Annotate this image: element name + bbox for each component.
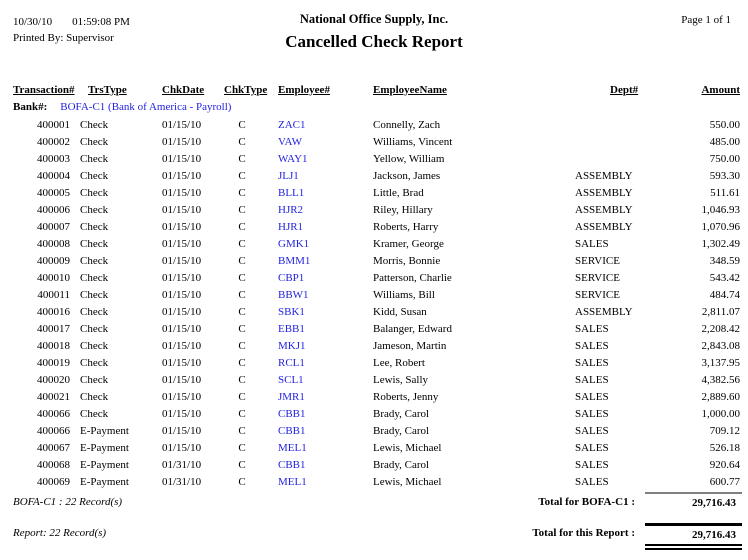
cell-employee-name: Connelly, Zach	[373, 118, 441, 131]
cell-transaction: 400068	[37, 458, 70, 471]
cell-amount: 709.12	[709, 424, 740, 437]
table-row	[0, 286, 748, 303]
cell-employee-name: Riley, Hillary	[373, 203, 433, 216]
cell-employee-name: Williams, Bill	[373, 288, 435, 301]
cell-employee-name: Lee, Robert	[373, 356, 425, 369]
col-header-chktype: ChkType	[224, 84, 268, 96]
report-header	[0, 0, 748, 78]
cell-employee-name: Roberts, Harry	[373, 220, 439, 233]
table-row	[0, 184, 748, 201]
cell-chktype: C	[238, 407, 246, 420]
cell-chkdate: 01/15/10	[162, 118, 202, 131]
cell-amount: 1,302.49	[701, 237, 740, 250]
cell-dept: ASSEMBLY	[575, 186, 633, 199]
table-row	[0, 167, 748, 184]
cell-amount: 593.30	[709, 169, 740, 182]
cell-dept: SERVICE	[575, 254, 620, 267]
cell-trstype: Check	[80, 288, 109, 301]
table-row	[0, 201, 748, 218]
cell-chkdate: 01/15/10	[162, 254, 202, 267]
cell-dept: SERVICE	[575, 288, 620, 301]
cell-amount: 2,208.42	[701, 322, 740, 335]
cell-employee-link[interactable]: WAY1	[278, 152, 308, 165]
cell-trstype: Check	[80, 203, 109, 216]
cell-chkdate: 01/15/10	[162, 237, 202, 250]
cell-dept: ASSEMBLY	[575, 203, 633, 216]
cell-chkdate: 01/15/10	[162, 441, 202, 454]
col-header-employee-name: EmployeeName	[373, 84, 447, 96]
table-row	[0, 269, 748, 286]
cell-chktype: C	[238, 288, 246, 301]
cell-chktype: C	[238, 169, 246, 182]
cell-trstype: Check	[80, 373, 109, 386]
cell-transaction: 400016	[37, 305, 70, 318]
cell-employee-name: Jackson, James	[373, 169, 441, 182]
cell-employee-name: Brady, Carol	[373, 407, 430, 420]
cell-transaction: 400001	[37, 118, 70, 131]
table-row	[0, 320, 748, 337]
table-row	[0, 388, 748, 405]
cell-employee-link[interactable]: CBB1	[278, 407, 306, 420]
page-title: Cancelled Check Report	[285, 32, 463, 51]
cell-dept: SERVICE	[575, 271, 620, 284]
cell-dept: ASSEMBLY	[575, 220, 633, 233]
cell-amount: 485.00	[709, 135, 740, 148]
cell-amount: 4,382.56	[701, 373, 740, 386]
cell-employee-name: Lewis, Michael	[373, 475, 442, 488]
col-header-trstype: TrsType	[88, 84, 127, 96]
report-summary-row	[0, 523, 748, 550]
cell-chktype: C	[238, 271, 246, 284]
cell-chktype: C	[238, 322, 246, 335]
table-row	[0, 473, 748, 490]
cell-employee-name: Lewis, Michael	[373, 441, 442, 454]
cell-trstype: Check	[80, 186, 109, 199]
cell-chkdate: 01/15/10	[162, 186, 202, 199]
table-row	[0, 439, 748, 456]
cell-amount: 1,000.00	[701, 407, 740, 420]
cell-transaction: 400008	[37, 237, 70, 250]
cell-transaction: 400007	[37, 220, 70, 233]
cell-dept	[543, 116, 673, 133]
table-row	[0, 116, 748, 133]
cell-chkdate: 01/15/10	[162, 203, 202, 216]
cell-dept: SALES	[575, 441, 609, 454]
cell-amount: 348.59	[709, 254, 740, 267]
cell-trstype: Check	[80, 135, 109, 148]
cell-amount: 1,046.93	[701, 203, 740, 216]
cell-employee-name: Brady, Carol	[373, 458, 430, 471]
cell-trstype: Check	[80, 254, 109, 267]
cell-trstype: Check	[80, 220, 109, 233]
table-row	[0, 235, 748, 252]
cell-chktype: C	[238, 424, 246, 437]
cell-dept: SALES	[575, 458, 609, 471]
cell-trstype: Check	[80, 322, 109, 335]
cell-dept: SALES	[575, 424, 609, 437]
cell-chkdate: 01/15/10	[162, 169, 202, 182]
cell-chktype: C	[238, 152, 246, 165]
cell-chkdate: 01/31/10	[162, 458, 202, 471]
table-row	[0, 150, 748, 167]
cell-trstype: Check	[80, 152, 109, 165]
cell-chkdate: 01/15/10	[162, 390, 202, 403]
cell-amount: 3,137.95	[701, 356, 740, 369]
bank-total-amount: 29,716.43	[645, 492, 742, 509]
report-record-count: Report: 22 Record(s)	[13, 527, 107, 539]
title-block	[0, 12, 748, 54]
table-row	[0, 422, 748, 439]
col-header-chkdate: ChkDate	[162, 84, 205, 96]
table-row	[0, 303, 748, 320]
cell-trstype: Check	[80, 407, 109, 420]
cell-chktype: C	[238, 475, 246, 488]
table-row	[0, 133, 748, 150]
cell-dept: SALES	[575, 475, 609, 488]
cell-trstype: E-Payment	[80, 441, 129, 454]
cell-employee-link[interactable]: JMR1	[278, 390, 305, 403]
cell-employee-name: Jameson, Martin	[373, 339, 447, 352]
cell-transaction: 400067	[37, 441, 70, 454]
cell-chkdate: 01/15/10	[162, 373, 202, 386]
cell-employee-link[interactable]: HJR2	[278, 203, 304, 216]
cell-employee-link[interactable]: MEL1	[278, 441, 307, 454]
cell-dept: SALES	[575, 407, 609, 420]
cell-dept: SALES	[575, 322, 609, 335]
cell-chktype: C	[238, 305, 246, 318]
cell-employee-name: Brady, Carol	[373, 424, 430, 437]
cell-employee-link[interactable]: BLL1	[278, 186, 305, 199]
cell-chkdate: 01/15/10	[162, 271, 202, 284]
report-total-group	[532, 523, 742, 550]
cell-amount: 543.42	[709, 271, 740, 284]
cell-chktype: C	[238, 220, 246, 233]
printed-by-value: Supervisor	[66, 32, 114, 44]
cell-employee-link[interactable]: BMM1	[278, 254, 311, 267]
company-name: National Office Supply, Inc.	[299, 12, 449, 26]
cell-employee-link[interactable]: MEL1	[278, 475, 307, 488]
bank-summary-row	[0, 492, 748, 509]
cell-employee-name: Kidd, Susan	[373, 305, 427, 318]
report-table	[0, 78, 748, 490]
cell-chktype: C	[238, 118, 246, 131]
cell-dept: SALES	[575, 339, 609, 352]
cell-dept: SALES	[575, 356, 609, 369]
report-total-label: Total for this Report :	[532, 527, 635, 539]
cell-trstype: Check	[80, 271, 109, 284]
cell-transaction: 400020	[37, 373, 70, 386]
cell-employee-link[interactable]: GMK1	[278, 237, 310, 250]
cell-chkdate: 01/15/10	[162, 339, 202, 352]
cell-transaction: 400002	[37, 135, 70, 148]
cell-chkdate: 01/15/10	[162, 220, 202, 233]
bank-total-group	[538, 492, 742, 509]
cell-trstype: Check	[80, 118, 109, 131]
cell-amount: 550.00	[709, 118, 740, 131]
cell-trstype: Check	[80, 339, 109, 352]
cell-transaction: 400006	[37, 203, 70, 216]
cell-transaction: 400018	[37, 339, 70, 352]
table-row	[0, 252, 748, 269]
table-row	[0, 354, 748, 371]
cell-employee-link[interactable]: CBP1	[278, 271, 305, 284]
column-header-row	[0, 78, 748, 98]
cell-employee-link[interactable]: HJR1	[278, 220, 304, 233]
cell-chkdate: 01/15/10	[162, 288, 202, 301]
cell-employee-link[interactable]: CBB1	[278, 458, 306, 471]
cell-chktype: C	[238, 237, 246, 250]
cell-transaction: 400005	[37, 186, 70, 199]
cell-employee-name: Little, Brad	[373, 186, 424, 199]
cell-amount: 920.64	[709, 458, 740, 471]
cell-trstype: Check	[80, 390, 109, 403]
cell-chkdate: 01/15/10	[162, 135, 202, 148]
cell-employee-name: Kramer, George	[373, 237, 444, 250]
cell-transaction: 400069	[37, 475, 70, 488]
page-number: Page 1 of 1	[681, 14, 731, 26]
cell-employee-link[interactable]: EBB1	[278, 322, 305, 335]
cell-dept: ASSEMBLY	[575, 169, 633, 182]
cell-chktype: C	[238, 441, 246, 454]
print-time: 01:59:08 PM	[72, 16, 130, 28]
cell-transaction: 400017	[37, 322, 70, 335]
cell-transaction: 400021	[37, 390, 70, 403]
cell-employee-link[interactable]: SCL1	[278, 373, 304, 386]
cell-chkdate: 01/15/10	[162, 322, 202, 335]
cell-amount: 600.77	[709, 475, 740, 488]
cell-amount: 484.74	[709, 288, 740, 301]
cell-chkdate: 01/15/10	[162, 305, 202, 318]
cell-transaction: 400004	[37, 169, 70, 182]
cell-employee-link[interactable]: RCL1	[278, 356, 305, 369]
cell-amount: 750.00	[709, 152, 740, 165]
bank-link[interactable]: BOFA-C1 (Bank of America - Payroll)	[60, 101, 232, 113]
cell-employee-name: Balanger, Edward	[373, 322, 452, 335]
cell-employee-name: Williams, Vincent	[373, 135, 453, 148]
cell-chkdate: 01/15/10	[162, 152, 202, 165]
cell-employee-name: Yellow, William	[373, 152, 445, 165]
cell-transaction: 400011	[37, 288, 70, 301]
cell-employee-link[interactable]: CBB1	[278, 424, 306, 437]
cell-chkdate: 01/15/10	[162, 407, 202, 420]
bank-record-count: BOFA-C1 : 22 Record(s)	[13, 496, 123, 508]
cell-transaction: 400009	[37, 254, 70, 267]
cell-chktype: C	[238, 390, 246, 403]
cell-amount: 2,843.08	[701, 339, 740, 352]
cell-amount: 2,889.60	[701, 390, 740, 403]
cell-chkdate: 01/15/10	[162, 424, 202, 437]
cell-employee-link[interactable]: SBK1	[278, 305, 305, 318]
printed-by-label: Printed By:	[13, 32, 64, 44]
cell-dept	[543, 150, 673, 167]
cell-chktype: C	[238, 186, 246, 199]
cell-chktype: C	[238, 458, 246, 471]
cell-amount: 526.18	[709, 441, 740, 454]
col-header-dept: Dept#	[610, 84, 639, 96]
cell-amount: 2,811.07	[701, 305, 740, 318]
cell-employee-link[interactable]: ZAC1	[278, 118, 306, 131]
cell-trstype: E-Payment	[80, 475, 129, 488]
cell-trstype: Check	[80, 169, 109, 182]
cell-employee-name: Patterson, Charlie	[373, 271, 452, 284]
cell-chktype: C	[238, 254, 246, 267]
cell-transaction: 400019	[37, 356, 70, 369]
cell-dept: SALES	[575, 390, 609, 403]
col-header-transaction: Transaction#	[13, 84, 75, 96]
table-row	[0, 405, 748, 422]
cell-transaction: 400066	[37, 407, 70, 420]
print-date: 10/30/10	[13, 16, 53, 28]
cell-employee-link[interactable]: BBW1	[278, 288, 309, 301]
cell-trstype: Check	[80, 305, 109, 318]
cell-dept: SALES	[575, 373, 609, 386]
bank-label: Bank#:	[13, 101, 48, 113]
cell-employee-name: Morris, Bonnie	[373, 254, 441, 267]
cell-chkdate: 01/31/10	[162, 475, 202, 488]
cell-amount: 1,070.96	[701, 220, 740, 233]
cell-trstype: E-Payment	[80, 424, 129, 437]
cell-dept: ASSEMBLY	[575, 305, 633, 318]
cell-employee-name: Lewis, Sally	[373, 373, 428, 386]
col-header-employee-no: Employee#	[278, 84, 330, 96]
cell-employee-link[interactable]: VAW	[278, 135, 302, 148]
col-header-amount: Amount	[701, 84, 740, 96]
cell-transaction: 400010	[37, 271, 70, 284]
bank-group-row	[0, 98, 748, 116]
cell-employee-link[interactable]: MKJ1	[278, 339, 306, 352]
cell-dept: SALES	[575, 237, 609, 250]
cell-employee-name: Roberts, Jenny	[373, 390, 439, 403]
cell-chktype: C	[238, 135, 246, 148]
cell-chktype: C	[238, 339, 246, 352]
cell-chktype: C	[238, 356, 246, 369]
table-row	[0, 456, 748, 473]
cell-employee-link[interactable]: JLJ1	[278, 169, 299, 182]
table-row	[0, 337, 748, 354]
cell-chkdate: 01/15/10	[162, 356, 202, 369]
cell-transaction: 400003	[37, 152, 70, 165]
cell-trstype: Check	[80, 356, 109, 369]
cell-chktype: C	[238, 203, 246, 216]
table-row	[0, 218, 748, 235]
table-row	[0, 371, 748, 388]
report-total-amount: 29,716.43	[645, 523, 742, 550]
cell-amount: 511.61	[710, 186, 740, 199]
cell-chktype: C	[238, 373, 246, 386]
cell-trstype: E-Payment	[80, 458, 129, 471]
cell-dept	[543, 133, 673, 150]
cell-transaction: 400066	[37, 424, 70, 437]
cell-trstype: Check	[80, 237, 109, 250]
bank-total-label: Total for BOFA-C1 :	[538, 496, 635, 508]
